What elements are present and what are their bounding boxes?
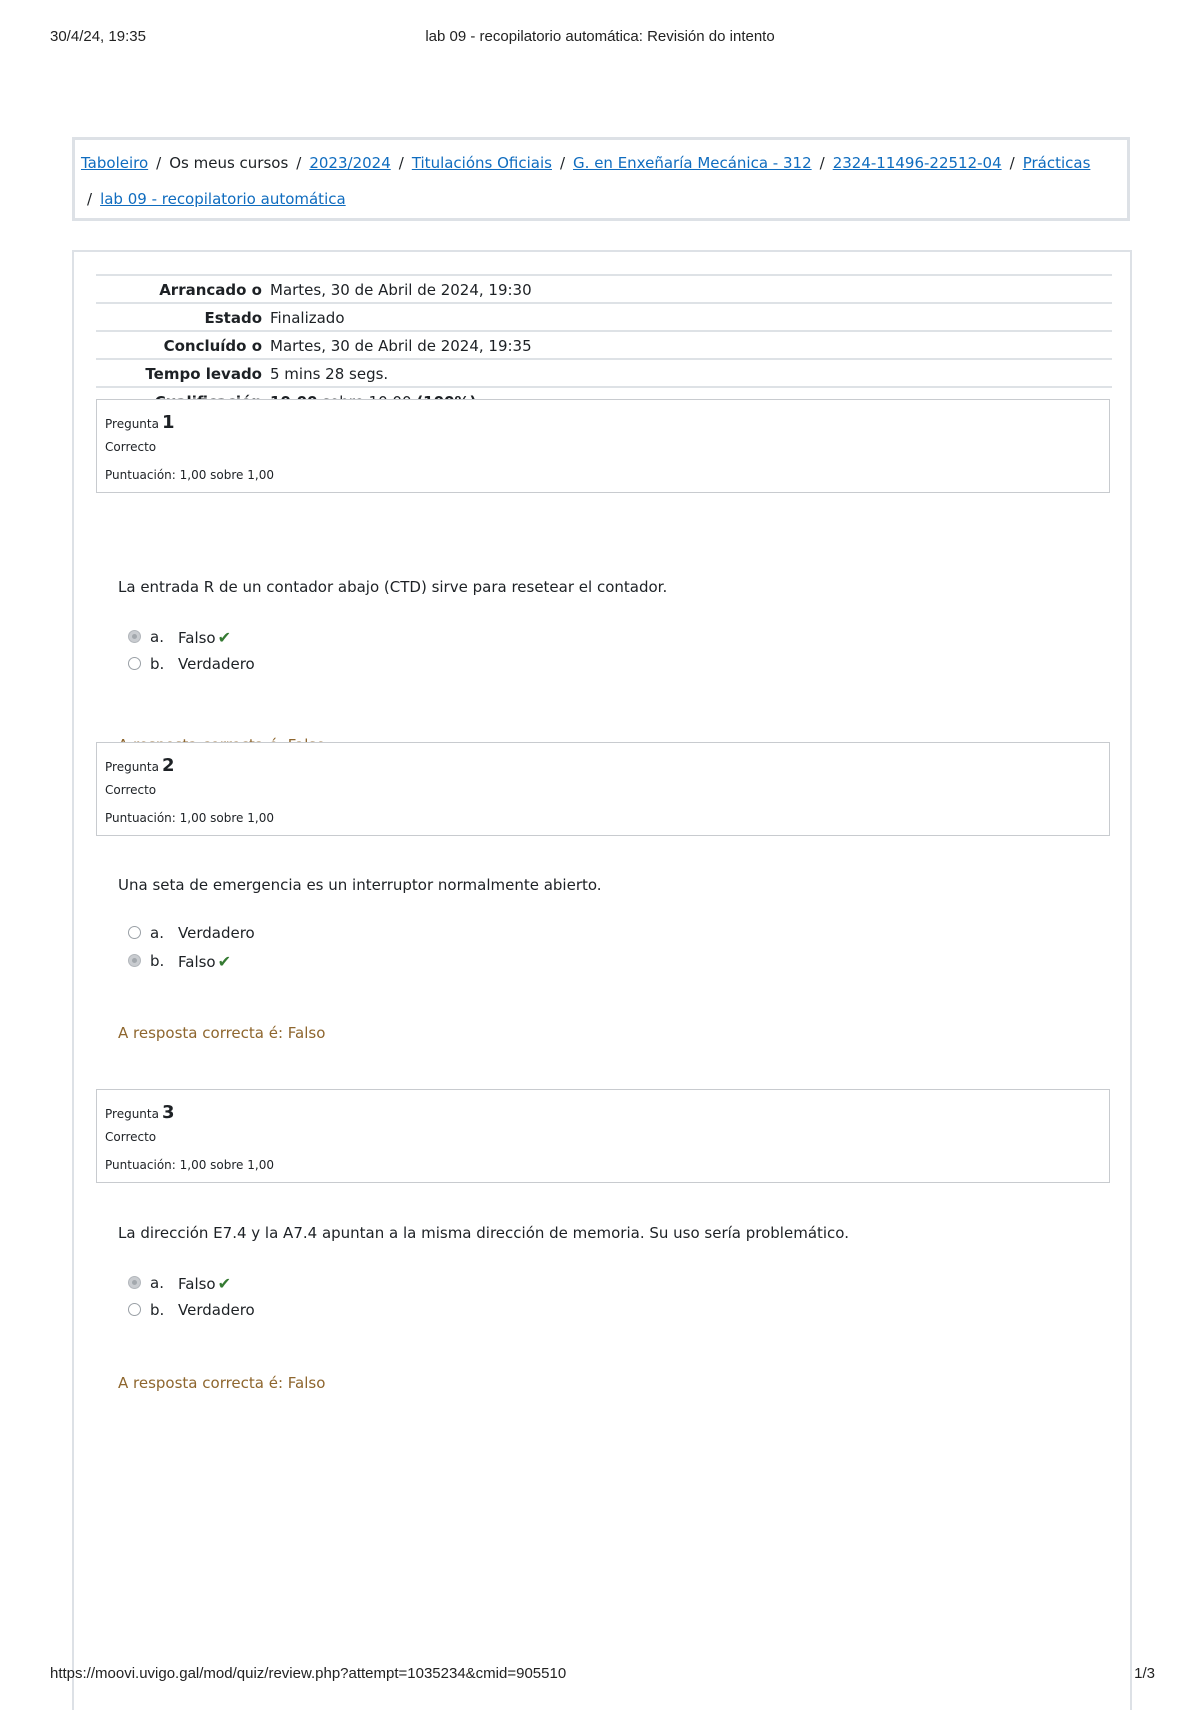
breadcrumb-item-titulacions[interactable]: Titulacións Oficiais <box>411 154 552 172</box>
question-info-2 <box>96 742 1110 836</box>
breadcrumb-item-year[interactable]: 2023/2024 <box>309 154 391 172</box>
question-number-value: 3 <box>161 1102 175 1123</box>
summary-label: Tempo levado <box>145 365 262 383</box>
breadcrumb-separator: / <box>398 154 404 172</box>
question-state: Correcto <box>105 783 157 797</box>
summary-value: Finalizado <box>270 309 345 327</box>
question-label: Pregunta <box>105 1107 159 1121</box>
question-label: Pregunta <box>105 417 159 431</box>
answer-text: Verdadero <box>178 655 255 673</box>
question-grade: Puntuación: 1,00 sobre 1,00 <box>105 811 274 825</box>
summary-value: Martes, 30 de Abril de 2024, 19:30 <box>270 281 532 299</box>
summary-label: Concluído o <box>163 337 262 355</box>
answer-label <box>178 952 231 971</box>
summary-row-time <box>96 358 1112 386</box>
question-number <box>105 755 175 776</box>
answer-text: Falso <box>178 629 216 647</box>
right-answer-feedback: A resposta correcta é: Falso <box>118 1024 326 1042</box>
summary-value: Martes, 30 de Abril de 2024, 19:35 <box>270 337 532 355</box>
question-info-3 <box>96 1089 1110 1183</box>
breadcrumb-separator: / <box>156 154 162 172</box>
answer-label <box>178 1274 231 1293</box>
answer-letter: a. <box>150 628 164 646</box>
summary-row-started <box>96 274 1112 302</box>
radio-button[interactable] <box>128 657 141 670</box>
question-number <box>105 412 175 433</box>
question-state: Correcto <box>105 1130 157 1144</box>
breadcrumb-item-quiz[interactable]: lab 09 - recopilatorio automática <box>100 190 346 208</box>
breadcrumb-item-os-meus-cursos: Os meus cursos <box>169 154 289 172</box>
question-number-value: 2 <box>161 755 175 776</box>
question-grade: Puntuación: 1,00 sobre 1,00 <box>105 468 274 482</box>
answer-text: Falso <box>178 1275 216 1293</box>
radio-button[interactable] <box>128 1276 141 1289</box>
print-url: https://moovi.uvigo.gal/mod/quiz/review.php?attempt=1035234&cmid=905510 <box>50 1665 567 1682</box>
question-text: La entrada R de un contador abajo (CTD) sirve para resetear el contador. <box>118 578 668 596</box>
print-footer <box>0 1665 1200 1685</box>
question-text: Una seta de emergencia es un interruptor normalmente abierto. <box>118 876 602 894</box>
answer-text: Verdadero <box>178 1301 255 1319</box>
answer-letter: a. <box>150 1274 164 1292</box>
summary-label: Arrancado o <box>159 281 262 299</box>
answer-letter: b. <box>150 952 165 970</box>
check-icon: ✔ <box>217 952 232 971</box>
summary-label: Estado <box>204 309 262 327</box>
breadcrumb-line-1 <box>81 154 1090 172</box>
radio-button[interactable] <box>128 630 141 643</box>
check-icon: ✔ <box>217 628 232 647</box>
breadcrumb <box>72 137 1130 221</box>
question-state: Correcto <box>105 440 157 454</box>
answer-text: Falso <box>178 953 216 971</box>
breadcrumb-item-taboleiro[interactable]: Taboleiro <box>81 154 149 172</box>
check-icon: ✔ <box>217 1274 232 1293</box>
breadcrumb-item-practicas[interactable]: Prácticas <box>1022 154 1091 172</box>
breadcrumb-separator: / <box>1009 154 1015 172</box>
question-text: La dirección E7.4 y la A7.4 apuntan a la misma dirección de memoria. Su uso sería problemático. <box>118 1224 849 1242</box>
question-number <box>105 1102 175 1123</box>
breadcrumb-separator: / <box>296 154 302 172</box>
answer-text: Verdadero <box>178 924 255 942</box>
question-label: Pregunta <box>105 760 159 774</box>
answer-letter: b. <box>150 1301 165 1319</box>
radio-button[interactable] <box>128 1303 141 1316</box>
print-page-number: 1/3 <box>1134 1665 1155 1682</box>
summary-row-completed <box>96 330 1112 358</box>
breadcrumb-item-degree[interactable]: G. en Enxeñaría Mecánica - 312 <box>573 154 812 172</box>
question-grade: Puntuación: 1,00 sobre 1,00 <box>105 1158 274 1172</box>
question-info-1 <box>96 399 1110 493</box>
attempt-summary-table <box>96 274 1112 414</box>
radio-button[interactable] <box>128 954 141 967</box>
answer-label <box>178 628 231 647</box>
answer-letter: a. <box>150 924 164 942</box>
breadcrumb-line-2 <box>87 190 346 208</box>
print-page-title: lab 09 - recopilatorio automática: Revisión do intento <box>425 28 775 45</box>
breadcrumb-separator: / <box>559 154 566 172</box>
print-header <box>0 28 1200 48</box>
answer-letter: b. <box>150 655 165 673</box>
breadcrumb-item-course[interactable]: 2324-11496-22512-04 <box>832 154 1002 172</box>
breadcrumb-separator: / <box>87 190 93 208</box>
quiz-review-region <box>72 250 1132 1710</box>
right-answer-feedback: A resposta correcta é: Falso <box>118 1374 326 1392</box>
summary-value: 5 mins 28 segs. <box>270 365 389 383</box>
print-datetime: 30/4/24, 19:35 <box>50 28 146 45</box>
question-number-value: 1 <box>161 412 175 433</box>
radio-button[interactable] <box>128 926 141 939</box>
summary-row-state <box>96 302 1112 330</box>
breadcrumb-separator: / <box>819 154 825 172</box>
